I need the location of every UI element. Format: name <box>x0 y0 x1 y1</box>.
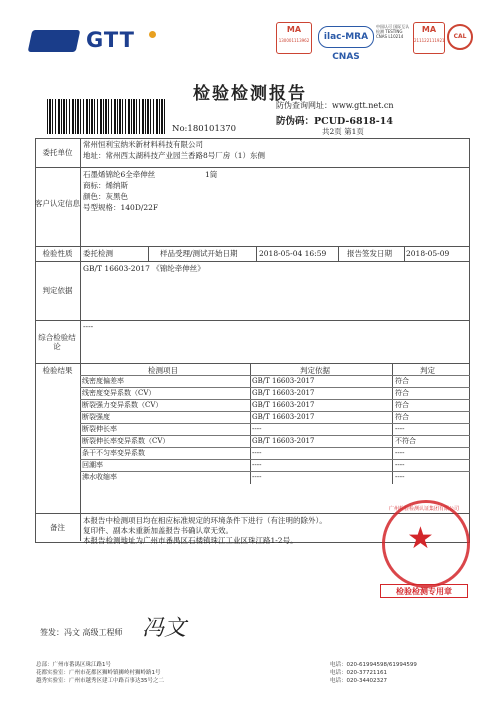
divider <box>148 246 149 261</box>
result-verdict: 符合 <box>395 401 409 409</box>
table-row <box>80 471 470 483</box>
remarks-line-2: 复印件、副本未重新加盖报告书确认章无效。 <box>83 526 233 535</box>
cma-code: 130001113962 <box>278 38 310 43</box>
divider <box>35 167 470 168</box>
sample-model: 号型规格：140D/22F <box>83 203 159 212</box>
divider <box>35 320 470 321</box>
cma-mark <box>276 22 312 54</box>
report-number: No:180101370 <box>172 124 237 134</box>
sample-color: 颜色：灰黑色 <box>83 192 128 201</box>
result-item: 沸水收缩率 <box>82 473 117 481</box>
results-header-basis: 判定依据 <box>300 366 330 375</box>
divider <box>35 261 470 262</box>
divider <box>338 246 339 261</box>
handwritten-signature: 冯文 <box>142 616 187 641</box>
cal-label: CAL <box>453 33 467 40</box>
brand-dot-icon <box>149 31 156 38</box>
client-address: 地址：常州西太湖科技产业园兰香路8号厂房（1）东侧 <box>83 151 266 160</box>
results-header-item: 检测项目 <box>148 366 178 375</box>
ma-code: 211122111921 <box>414 38 445 43</box>
conclusion-value: ---- <box>83 322 94 331</box>
result-basis: ---- <box>252 461 262 469</box>
receive-date: 2018-05-04 16:59 <box>259 249 327 258</box>
footer-phone-1: 电话：020-61994598/61994599 <box>330 662 417 668</box>
issue-label: 报告签发日期 <box>347 249 392 258</box>
result-verdict: 符合 <box>395 413 409 421</box>
gtt-logo-mark <box>28 30 81 52</box>
table-row <box>80 375 470 387</box>
ilac-cnas-label: ilac-MRA CNAS <box>323 32 369 62</box>
result-basis: ---- <box>252 473 262 481</box>
barcode <box>47 99 167 134</box>
sample-qty: 1筒 <box>205 170 218 179</box>
result-basis: GB/T 16603-2017 <box>252 413 315 421</box>
report-title: 检验检测报告 <box>193 84 307 104</box>
sample-brand: 商标：烯纳斯 <box>83 181 128 190</box>
ma-mark <box>413 22 445 54</box>
result-item: 断裂伸长率变异系数（CV） <box>82 437 170 445</box>
result-basis: GB/T 16603-2017 <box>252 377 315 385</box>
divider <box>35 363 470 364</box>
result-verdict: ---- <box>395 461 405 469</box>
table-row <box>80 447 470 459</box>
divider <box>256 246 257 261</box>
remarks-line-3: 本报告检测地址为广州市番禺区石楼镇珠江工业区珠江路1-2号。 <box>83 536 298 545</box>
result-item: 线密度变异系数（CV） <box>82 389 156 397</box>
table-row <box>80 399 470 411</box>
cal-mark <box>447 24 473 50</box>
sample-label: 客户认定信息 <box>35 199 80 208</box>
sample-name: 石墨烯锦纶6全牵伸丝 <box>83 170 156 179</box>
footer-address-1: 总部：广州市番禺区珠江路1号 <box>36 662 112 668</box>
ma-label: MA <box>421 25 437 34</box>
table-row <box>80 423 470 435</box>
footer-phone-2: 电话：020-37721161 <box>330 670 387 676</box>
basis-value: GB/T 16603-2017 《锦纶牵伸丝》 <box>83 264 205 273</box>
result-item: 线密度偏差率 <box>82 377 124 385</box>
table-row <box>80 435 470 447</box>
remarks-label: 备注 <box>50 523 65 532</box>
divider <box>404 246 405 261</box>
result-basis: GB/T 16603-2017 <box>252 389 315 397</box>
nature-label: 检验性质 <box>42 249 73 258</box>
table-row <box>80 459 470 471</box>
result-item: 条干不匀率变异系数 <box>82 449 145 457</box>
result-item: 断裂强力变异系数（CV） <box>82 401 163 409</box>
client-name: 常州恒利宝纳米新材料科技有限公司 <box>83 140 203 149</box>
client-label: 委托单位 <box>42 148 73 157</box>
result-verdict: 符合 <box>395 389 409 397</box>
result-item: 断裂伸长率 <box>82 425 117 433</box>
result-verdict: ---- <box>395 425 405 433</box>
table-row <box>80 387 470 399</box>
basis-label: 判定依据 <box>42 286 73 295</box>
cnas-testing-text: 中国认可 国际互认 检测 TESTING CNAS L10214 <box>376 24 410 39</box>
issue-date: 2018-05-09 <box>406 249 450 258</box>
results-header-verdict: 判定 <box>420 366 435 375</box>
receive-label: 样品受理/测试开始日期 <box>160 249 238 258</box>
footer-address-2: 花都实验室：广州市花都区狮岭镇狮岭村狮岭路1号 <box>36 670 161 676</box>
result-basis: GB/T 16603-2017 <box>252 437 315 445</box>
footer-address-3: 越秀实验室：广州市越秀区建工中路百事达35号之二 <box>36 678 165 684</box>
result-basis: ---- <box>252 425 262 433</box>
nature-value: 委托检测 <box>83 249 113 258</box>
seal-label: 检验检测专用章 <box>380 584 468 598</box>
result-item: 断裂强度 <box>82 413 110 421</box>
brand-name: GTT <box>86 28 135 52</box>
result-item: 回潮率 <box>82 461 103 469</box>
seal-star-icon: ★ <box>407 521 434 556</box>
results-label: 检验结果 <box>42 366 73 375</box>
result-basis: ---- <box>252 449 262 457</box>
remarks-line-1: 本报告中检测项目均在相应标准规定的环境条件下进行（有注明的除外）。 <box>83 516 327 525</box>
page-count: 共2页 第1页 <box>322 127 364 136</box>
ilac-cnas-mark <box>318 26 374 62</box>
result-basis: GB/T 16603-2017 <box>252 401 315 409</box>
footer-phone-3: 电话：020-34402327 <box>330 678 387 684</box>
result-verdict: ---- <box>395 473 405 481</box>
anti-counterfeit-code: 防伪码：PCUD-6818-14 <box>276 116 393 127</box>
cma-label: MA <box>286 25 302 34</box>
conclusion-label: 综合检验结论 <box>38 333 76 351</box>
verification-url: 防伪查询网址：www.gtt.net.cn <box>276 101 394 110</box>
issuer: 签发：冯文 高级工程师 <box>40 628 123 637</box>
table-row <box>80 411 470 423</box>
result-verdict: ---- <box>395 449 405 457</box>
result-verdict: 符合 <box>395 377 409 385</box>
seal-ring-text: 广州检验检测认证集团有限公司 <box>388 506 459 512</box>
result-verdict: 不符合 <box>395 437 416 445</box>
